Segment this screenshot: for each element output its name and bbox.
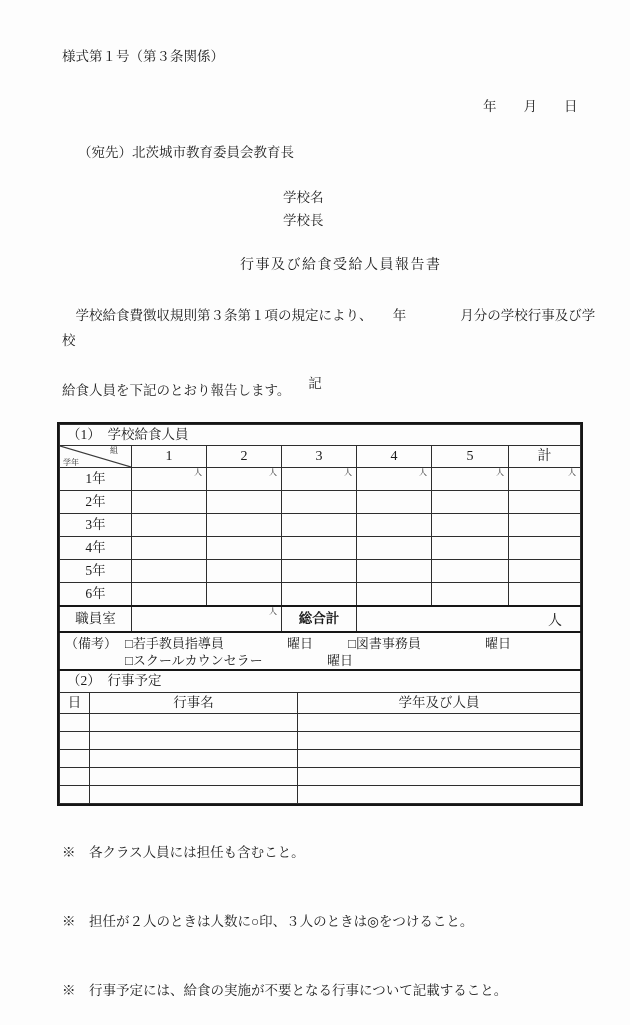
ki-marker: 記 (308, 376, 322, 391)
grade-label: 6年 (60, 583, 132, 607)
schedule-row (60, 749, 581, 767)
day-cell (60, 713, 90, 731)
unit-label: 人 (269, 468, 277, 478)
unit-label: 人 (419, 468, 427, 478)
total-cell (509, 491, 581, 514)
grade-label: 1年 (60, 468, 132, 491)
schedule-header-row (60, 692, 581, 713)
grade-row (60, 514, 581, 537)
remarks-row (60, 632, 581, 670)
report-table (57, 422, 583, 806)
grade-row (60, 583, 581, 607)
count-cell (432, 537, 509, 560)
grade-label: 5年 (60, 560, 132, 583)
event-name-cell (90, 767, 298, 785)
school-name-label: 学校名 (283, 190, 324, 205)
day-cell (60, 767, 90, 785)
event-name-column-header: 行事名 (90, 692, 298, 713)
count-cell (357, 560, 432, 583)
count-cell (207, 468, 282, 491)
grade-row (60, 560, 581, 583)
unit-label: 人 (496, 468, 504, 478)
total-column-header: 計 (509, 446, 581, 468)
date-line: 年 月 日 (483, 99, 578, 114)
grade-row (60, 537, 581, 560)
class-column-header: 4 (357, 446, 432, 468)
unit-label: 人 (344, 468, 352, 478)
grade-class-corner-cell (60, 446, 132, 468)
remarks-item (348, 636, 421, 651)
lunch-personnel-table (59, 424, 581, 671)
count-cell (132, 583, 207, 607)
schedule-row (60, 731, 581, 749)
footnote: ※ 担任が２人のときは人数に○印、３人のときは◎をつけること。 (62, 914, 474, 929)
checkbox-icon: □ (125, 653, 133, 669)
count-cell (132, 514, 207, 537)
count-cell (132, 491, 207, 514)
count-cell (432, 468, 509, 491)
count-cell (132, 560, 207, 583)
class-header-row (60, 446, 581, 468)
event-name-cell (90, 731, 298, 749)
class-column-header: 1 (132, 446, 207, 468)
grade-label: 2年 (60, 491, 132, 514)
remarks-label: （備考） (65, 636, 118, 652)
grand-total-cell (357, 606, 581, 632)
count-cell (282, 583, 357, 607)
unit-label: 人 (194, 468, 202, 478)
section1-row (60, 425, 581, 446)
body-line-1: 学校給食費徴収規則第３条第１項の規定により、 年 月分の学校行事及び学校 (62, 308, 596, 348)
event-schedule-table (59, 671, 581, 804)
weekday-label: 曜日 (485, 636, 512, 652)
count-cell (357, 583, 432, 607)
staff-room-row (60, 606, 581, 632)
count-cell (207, 491, 282, 514)
staff-room-label: 職員室 (60, 606, 132, 632)
grade-row (60, 468, 581, 491)
remarks-item-text: 若手教員指導員 (132, 636, 224, 652)
weekday-label: 曜日 (287, 636, 314, 652)
count-cell (432, 583, 509, 607)
event-name-cell (90, 713, 298, 731)
remarks-item-text: 図書事務員 (355, 636, 421, 652)
count-cell (207, 514, 282, 537)
count-cell (132, 537, 207, 560)
grade-label: 4年 (60, 537, 132, 560)
body-line-2: 給食人員を下記のとおり報告します。 (62, 383, 291, 398)
grade-personnel-cell (298, 749, 581, 767)
count-cell (132, 468, 207, 491)
footnote: ※ 行事予定には、給食の実施が不要となる行事について記載すること。 (62, 983, 508, 998)
total-cell (509, 583, 581, 607)
addressee: （宛先）北茨城市教育委員会教育長 (78, 145, 294, 160)
grade-personnel-cell (298, 731, 581, 749)
grade-personnel-cell (298, 767, 581, 785)
remarks-item (125, 636, 224, 651)
remarks-item (125, 653, 263, 668)
principal-label: 学校長 (283, 213, 324, 228)
count-cell (357, 491, 432, 514)
grade-label: 3年 (60, 514, 132, 537)
count-cell (207, 560, 282, 583)
corner-label-grade: 学年 (63, 458, 79, 468)
count-cell (207, 537, 282, 560)
section1-label: （1） 学校給食人員 (60, 425, 581, 446)
count-cell (432, 491, 509, 514)
count-cell (282, 514, 357, 537)
footnote: ※ 各クラス人員には担任も含むこと。 (62, 845, 305, 860)
class-column-header: 5 (432, 446, 509, 468)
unit-label: 人 (548, 614, 562, 630)
count-cell (357, 468, 432, 491)
schedule-row (60, 767, 581, 785)
footnotes (62, 795, 507, 1025)
count-cell (432, 560, 509, 583)
total-cell (509, 560, 581, 583)
count-cell (357, 537, 432, 560)
event-name-cell (90, 749, 298, 767)
count-cell (432, 514, 509, 537)
day-column-header: 日 (60, 692, 90, 713)
grand-total-label: 総合計 (282, 606, 357, 632)
corner-label-class: 組 (110, 446, 118, 456)
section2-row (60, 671, 581, 692)
total-cell (509, 468, 581, 491)
checkbox-icon: □ (125, 636, 133, 652)
section2-label: （2） 行事予定 (60, 671, 581, 692)
count-cell (282, 537, 357, 560)
checkbox-icon: □ (348, 636, 356, 652)
grade-personnel-cell (298, 713, 581, 731)
count-cell (207, 583, 282, 607)
grade-row (60, 491, 581, 514)
count-cell (282, 491, 357, 514)
staff-room-count-cell (132, 606, 282, 632)
remarks-item-text: スクールカウンセラー (132, 653, 263, 669)
unit-label: 人 (269, 607, 277, 617)
grade-personnel-column-header: 学年及び人員 (298, 692, 581, 713)
count-cell (282, 468, 357, 491)
day-cell (60, 749, 90, 767)
remarks-cell (60, 632, 581, 670)
unit-label: 人 (568, 468, 576, 478)
count-cell (357, 514, 432, 537)
page-title: 行事及び給食受給人員報告書 (240, 258, 442, 273)
class-column-header: 3 (282, 446, 357, 468)
total-cell (509, 537, 581, 560)
class-column-header: 2 (207, 446, 282, 468)
total-cell (509, 514, 581, 537)
schedule-row (60, 713, 581, 731)
count-cell (282, 560, 357, 583)
weekday-label: 曜日 (327, 653, 354, 669)
day-cell (60, 731, 90, 749)
form-number: 様式第１号（第３条関係） (62, 49, 224, 64)
